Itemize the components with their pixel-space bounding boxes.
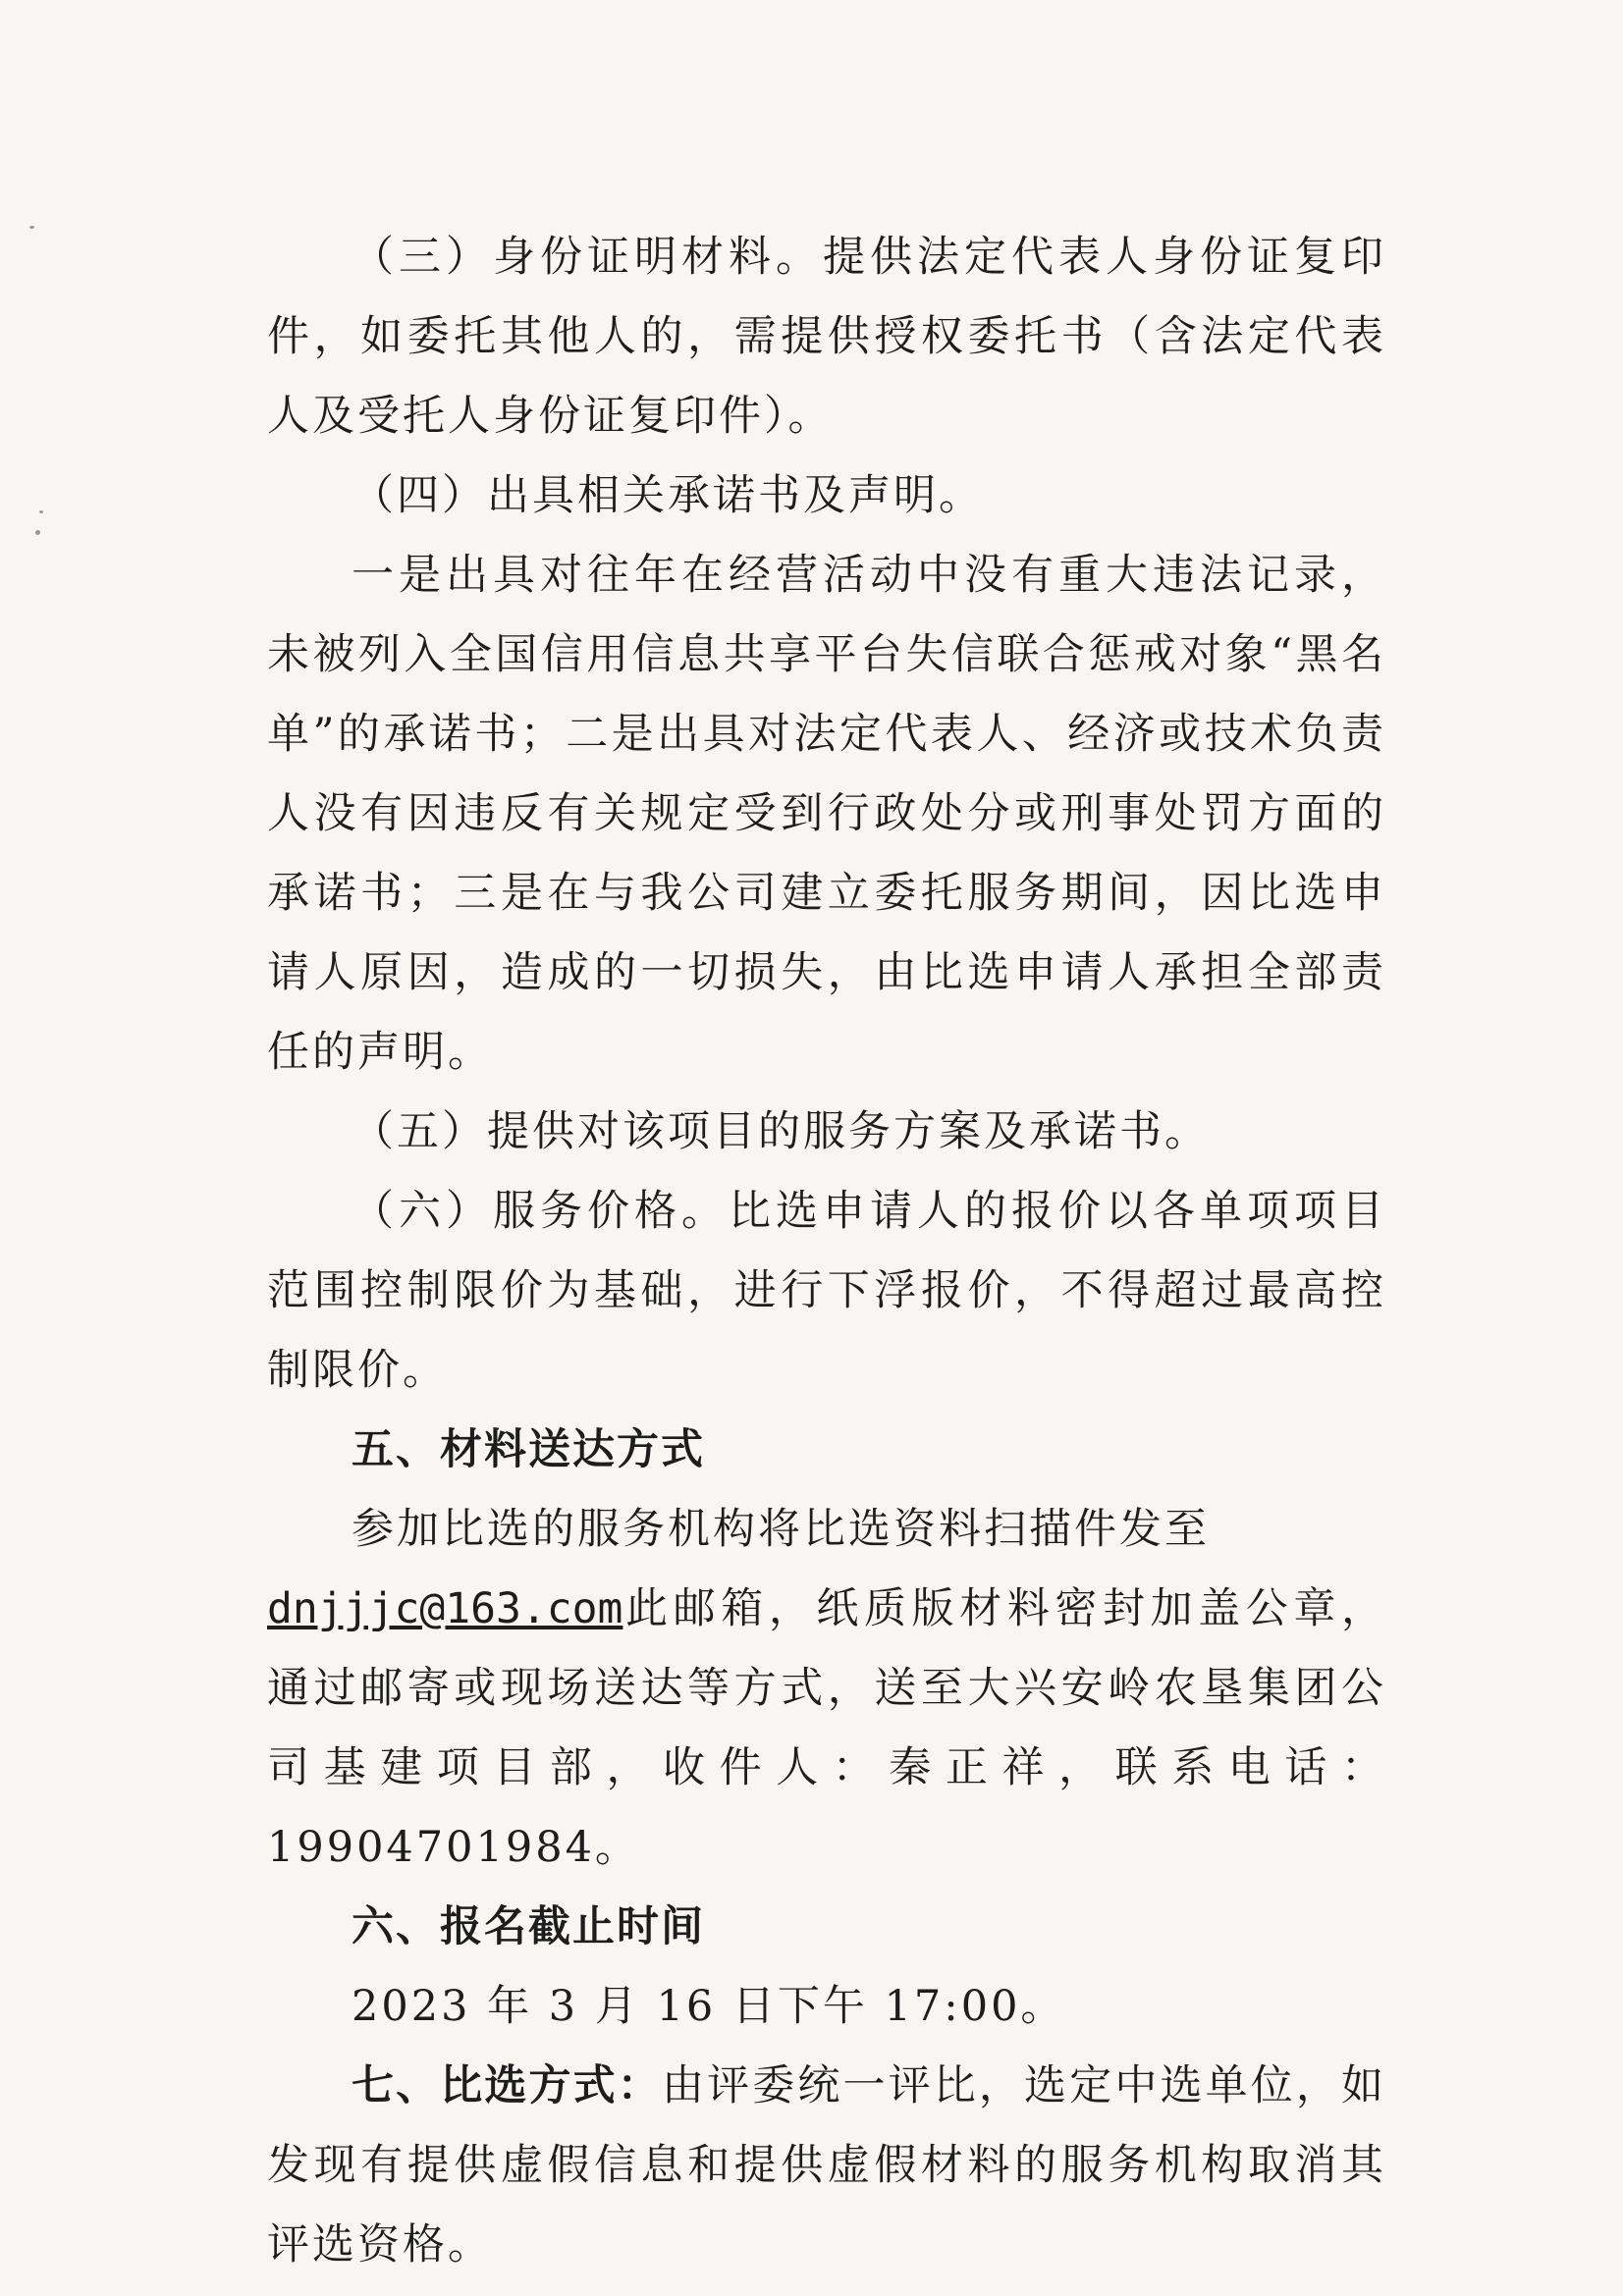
scan-speck xyxy=(29,226,34,229)
section-4-title: （四）出具相关承诺书及声明。 xyxy=(352,471,984,520)
selection-method-lead: 七、比选方式： xyxy=(352,2061,662,2110)
section-5-paragraph: （五）提供对该项目的服务方案及承诺书。 xyxy=(352,1107,1210,1156)
scan-speck xyxy=(35,530,40,535)
section-4-body: 一是出具对往年在经营活动中没有重大违法记录，未被列入全国信用信息共享平台失信联合惩戒对象“黑名单”的承诺书；二是出具对法定代表人、经济或技术负责人没有因违反有关规定受到行政处分或刑事处罚方面的承诺书；三是在与我公司建立委托服务期间，因比选申请人原因，造成的一切损失，由比选申请人承担全部责任的声明。 xyxy=(267,551,1386,1077)
section-3-paragraph: （三）身份证明材料。提供法定代表人身份证复印件，如委托其他人的，需提供授权委托书（含法定代表人及受托人身份证复印件）。 xyxy=(267,233,1386,441)
deadline-text: 2023 年 3 月 16 日下午 17:00。 xyxy=(352,1982,1066,2031)
email-link[interactable]: dnjjjc@163.com xyxy=(267,1584,623,1633)
heading-delivery-method: 五、材料送达方式 xyxy=(352,1425,705,1474)
delivery-intro: 参加比选的服务机构将比选资料扫描件发至 xyxy=(352,1505,1210,1554)
delivery-rest: 此邮箱，纸质版材料密封加盖公章，通过邮寄或现场送达等方式，送至大兴安岭农垦集团公司基建项目部，收件人：秦正祥，联系电话：19904701984。 xyxy=(267,1584,1386,1872)
heading-deadline: 六、报名截止时间 xyxy=(352,1902,705,1951)
selection-method-body: 由评委统一评比，选定中选单位，如发现有提供虚假信息和提供虚假材料的服务机构取消其评选资格。 xyxy=(267,2061,1387,2269)
scan-speck xyxy=(39,510,43,513)
delivery-paragraph xyxy=(267,1570,1386,1888)
document-body xyxy=(267,218,1386,2285)
selection-method-paragraph xyxy=(267,2047,1386,2285)
section-6-paragraph: （六）服务价格。比选申请人的报价以各单项项目范围控制限价为基础，进行下浮报价，不得超过最高控制限价。 xyxy=(267,1187,1386,1395)
